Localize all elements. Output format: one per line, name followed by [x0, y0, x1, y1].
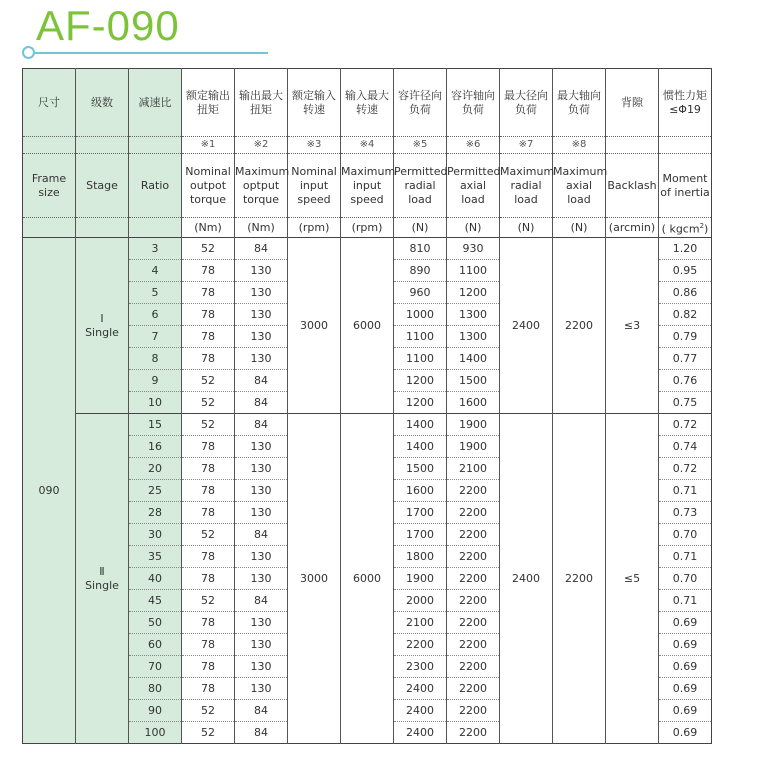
header-en-cell: Backlash [606, 154, 659, 218]
header-note-cell [659, 137, 712, 154]
header-note-cell [76, 137, 129, 154]
max-torque-cell: 84 [235, 700, 288, 722]
max-torque-cell: 130 [235, 458, 288, 480]
ratio-cell: 70 [129, 656, 182, 678]
ratio-cell: 90 [129, 700, 182, 722]
header-en-cell: Maximum radial load [500, 154, 553, 218]
title-underline [30, 52, 268, 54]
radial-load-cell: 2000 [394, 590, 447, 612]
nominal-torque-cell: 52 [182, 370, 235, 392]
max-torque-cell: 84 [235, 590, 288, 612]
max-torque-cell: 130 [235, 612, 288, 634]
axial-load-cell: 2200 [447, 612, 500, 634]
header-cn-cell: 尺寸 [23, 69, 76, 137]
ratio-cell: 25 [129, 480, 182, 502]
header-note-cell: ※8 [553, 137, 606, 154]
inertia-cell: 0.69 [659, 678, 712, 700]
header-en-cell: Permitted radial load [394, 154, 447, 218]
max-torque-cell: 84 [235, 524, 288, 546]
max-torque-cell: 130 [235, 568, 288, 590]
inertia-cell: 0.75 [672, 395, 698, 409]
nominal-torque-cell: 78 [182, 678, 235, 700]
inertia-cell: 0.69 [659, 612, 712, 634]
inertia-cell: 0.69 [659, 700, 712, 722]
radial-load-cell: 810 [394, 238, 447, 260]
max-torque-cell: 130 [235, 502, 288, 524]
inertia-cell: 0.69 [659, 634, 712, 656]
axial-load-cell: 2200 [447, 722, 500, 744]
ratio-cell: 40 [129, 568, 182, 590]
inertia-cell: 0.72 [659, 414, 712, 436]
ratio-cell: 50 [129, 612, 182, 634]
header-note-cell: ※2 [235, 137, 288, 154]
nominal-torque-cell: 52 [182, 722, 235, 744]
header-note-cell: ※5 [394, 137, 447, 154]
table-row [23, 137, 712, 154]
max-torque-cell: 130 [235, 436, 288, 458]
nominal-torque-cell: 78 [182, 656, 235, 678]
header-unit-cell: (N) [447, 218, 500, 238]
ratio-cell: 8 [129, 348, 182, 370]
nominal-torque-cell: 52 [182, 700, 235, 722]
backlash-cell: ≤5 [606, 414, 659, 744]
table-row [23, 238, 712, 260]
header-note-cell: ※1 [182, 137, 235, 154]
radial-load-cell: 890 [394, 260, 447, 282]
header-en-cell: Maximum input speed [341, 154, 394, 218]
nominal-torque-cell: 52 [182, 590, 235, 612]
radial-load-cell: 1700 [394, 524, 447, 546]
max-input-speed-cell: 6000 [341, 238, 394, 414]
header-cn-cell: 最大轴向负荷 [553, 69, 606, 137]
max-torque-cell: 130 [235, 326, 288, 348]
header-cn-cell: 级数 [76, 69, 129, 137]
max-torque-cell: 130 [235, 480, 288, 502]
nominal-torque-cell: 78 [182, 502, 235, 524]
ratio-cell: 6 [129, 304, 182, 326]
axial-load-cell: 1900 [447, 414, 500, 436]
header-unit-cell: (N) [553, 218, 606, 238]
header-note-cell [23, 137, 76, 154]
inertia-cell: 0.95 [659, 260, 712, 282]
header-unit-cell: (rpm) [341, 218, 394, 238]
header-cn-cell: 容许径向负荷 [394, 69, 447, 137]
header-note-cell: ※7 [500, 137, 553, 154]
ratio-cell: 16 [129, 436, 182, 458]
ratio-cell: 20 [129, 458, 182, 480]
ratio-cell: 100 [129, 722, 182, 744]
radial-load-cell: 2400 [394, 722, 447, 744]
nominal-torque-cell: 78 [182, 304, 235, 326]
ratio-cell: 45 [129, 590, 182, 612]
axial-load-cell: 2100 [447, 458, 500, 480]
nominal-torque-cell: 78 [182, 458, 235, 480]
nominal-torque-cell: 78 [182, 546, 235, 568]
header-en-cell: Permitted axial load [447, 154, 500, 218]
inertia-cell: 0.74 [659, 436, 712, 458]
radial-load-cell: 1200 [394, 370, 447, 392]
radial-load-cell: 1400 [394, 414, 447, 436]
header-unit-cell: ( kgcm$^2$) [659, 218, 712, 238]
nominal-torque-cell: 78 [182, 612, 235, 634]
ratio-cell: 35 [129, 546, 182, 568]
axial-load-cell: 2200 [447, 634, 500, 656]
header-unit-cell: (Nm) [235, 218, 288, 238]
ratio-cell: 28 [129, 502, 182, 524]
max-torque-cell: 130 [235, 304, 288, 326]
axial-load-cell: 1300 [447, 326, 500, 348]
nominal-torque-cell: 78 [182, 568, 235, 590]
radial-load-cell: 2300 [394, 656, 447, 678]
axial-load-cell: 2200 [447, 502, 500, 524]
nominal-torque-cell: 52 [182, 524, 235, 546]
max-input-speed-cell: 6000 [341, 414, 394, 744]
header-cn-cell: 背隙 [606, 69, 659, 137]
header-en-cell: Nominal outpot torque [182, 154, 235, 218]
header-cn-cell: 最大径向负荷 [500, 69, 553, 137]
backlash-cell: ≤3 [606, 238, 659, 414]
nominal-torque-cell: 78 [182, 634, 235, 656]
axial-load-cell: 1400 [447, 348, 500, 370]
ratio-cell: 60 [129, 634, 182, 656]
page-title: AF-090 [36, 2, 180, 49]
nominal-torque-cell: 52 [182, 414, 235, 436]
header-unit-cell: (arcmin) [606, 218, 659, 238]
stage-cell: Ⅰ Single [76, 238, 129, 414]
inertia-cell: 0.82 [659, 304, 712, 326]
input-speed-cell: 3000 [288, 238, 341, 414]
axial-load-cell: 1600 [447, 392, 500, 414]
inertia-cell: 0.73 [659, 502, 712, 524]
axial-load-cell: 1900 [447, 436, 500, 458]
header-note-cell: ※6 [447, 137, 500, 154]
radial-load-cell: 2100 [394, 612, 447, 634]
max-torque-cell: 130 [235, 282, 288, 304]
header-en-cell: Nominal input speed [288, 154, 341, 218]
table-row [23, 414, 712, 436]
ratio-cell: 30 [129, 524, 182, 546]
radial-load-cell: 960 [394, 282, 447, 304]
axial-load-cell: 1100 [447, 260, 500, 282]
inertia-cell: 0.71 [659, 590, 712, 612]
ratio-cell: 7 [129, 326, 182, 348]
input-speed-cell: 3000 [288, 414, 341, 744]
axial-load-cell: 2200 [447, 524, 500, 546]
axial-load-cell: 2200 [447, 546, 500, 568]
header-unit-cell: (Nm) [182, 218, 235, 238]
nominal-torque-cell: 52 [182, 238, 235, 260]
inertia-cell: 0.76 [659, 370, 712, 392]
max-torque-cell: 130 [235, 260, 288, 282]
header-note-cell: ※3 [288, 137, 341, 154]
max-torque-cell: 130 [235, 678, 288, 700]
radial-load-cell: 1100 [394, 348, 447, 370]
max-torque-cell: 84 [235, 370, 288, 392]
header-en-cell: Ratio [129, 154, 182, 218]
radial-load-cell: 1100 [394, 326, 447, 348]
header-unit-cell: (rpm) [288, 218, 341, 238]
table-row [23, 69, 712, 137]
nominal-torque-cell: 78 [182, 480, 235, 502]
max-torque-cell: 130 [235, 348, 288, 370]
header-cn-cell: 额定输入转速 [288, 69, 341, 137]
nominal-torque-cell: 52 [182, 392, 235, 414]
ratio-cell: 80 [129, 678, 182, 700]
inertia-cell: 0.72 [659, 458, 712, 480]
max-radial-cell: 2400 [500, 238, 553, 414]
header-note-cell: ※4 [341, 137, 394, 154]
header-en-cell: Frame size [23, 154, 76, 218]
radial-load-cell: 1400 [394, 436, 447, 458]
header-unit-cell [23, 218, 76, 238]
header-en-cell: Maximum optput torque [235, 154, 288, 218]
ratio-cell: 5 [129, 282, 182, 304]
header-cn-cell: 额定输出扭矩 [182, 69, 235, 137]
ratio-cell: 4 [129, 260, 182, 282]
axial-load-cell: 2200 [447, 700, 500, 722]
max-axial-cell: 2200 [553, 238, 606, 414]
header-cn-cell: 输入最大转速 [341, 69, 394, 137]
header-unit-cell: (N) [394, 218, 447, 238]
max-axial-cell: 2200 [553, 414, 606, 744]
header-cn-cell: 减速比 [129, 69, 182, 137]
ratio-cell: 10 [129, 392, 182, 414]
inertia-cell: 1.20 [659, 238, 712, 260]
axial-load-cell: 2200 [447, 656, 500, 678]
header-en-cell: Maximum axial load [553, 154, 606, 218]
header-cn-cell: 输出最大扭矩 [235, 69, 288, 137]
header-cn-cell: 惯性力矩 ≤Φ19 [663, 88, 707, 116]
header-unit-cell [129, 218, 182, 238]
table-row [23, 154, 712, 218]
inertia-cell: 0.70 [659, 568, 712, 590]
max-torque-cell: 84 [235, 722, 288, 744]
radial-load-cell: 1600 [394, 480, 447, 502]
header-unit-cell: (N) [500, 218, 553, 238]
nominal-torque-cell: 78 [182, 348, 235, 370]
axial-load-cell: 2200 [447, 678, 500, 700]
max-torque-cell: 130 [235, 656, 288, 678]
header-unit-cell [76, 218, 129, 238]
axial-load-cell: 2200 [447, 590, 500, 612]
header-note-cell [606, 137, 659, 154]
axial-load-cell: 1300 [447, 304, 500, 326]
header-note-cell [129, 137, 182, 154]
max-radial-cell: 2400 [500, 414, 553, 744]
stage-cell: Ⅱ Single [76, 414, 129, 744]
radial-load-cell: 1900 [394, 568, 447, 590]
ratio-cell: 15 [129, 414, 182, 436]
inertia-cell: 0.69 [672, 725, 698, 739]
inertia-cell: 0.86 [659, 282, 712, 304]
axial-load-cell: 1500 [447, 370, 500, 392]
inertia-cell: 0.71 [659, 546, 712, 568]
radial-load-cell: 2200 [394, 634, 447, 656]
radial-load-cell: 1000 [394, 304, 447, 326]
axial-load-cell: 2200 [447, 568, 500, 590]
radial-load-cell: 1200 [394, 392, 447, 414]
header-cn-cell: 容许轴向负荷 [447, 69, 500, 137]
inertia-cell: 0.77 [659, 348, 712, 370]
radial-load-cell: 1500 [394, 458, 447, 480]
inertia-cell: 0.70 [659, 524, 712, 546]
nominal-torque-cell: 78 [182, 436, 235, 458]
radial-load-cell: 1700 [394, 502, 447, 524]
radial-load-cell: 2400 [394, 700, 447, 722]
spec-table [22, 68, 712, 744]
max-torque-cell: 84 [235, 392, 288, 414]
radial-load-cell: 1800 [394, 546, 447, 568]
nominal-torque-cell: 78 [182, 326, 235, 348]
axial-load-cell: 2200 [447, 480, 500, 502]
inertia-cell: 0.79 [659, 326, 712, 348]
axial-load-cell: 1200 [447, 282, 500, 304]
nominal-torque-cell: 78 [182, 260, 235, 282]
header-en-cell: Stage [76, 154, 129, 218]
ratio-cell: 3 [129, 238, 182, 260]
title-dot-icon [22, 46, 35, 59]
max-torque-cell: 130 [235, 546, 288, 568]
ratio-cell: 9 [129, 370, 182, 392]
inertia-cell: 0.69 [659, 656, 712, 678]
nominal-torque-cell: 78 [182, 282, 235, 304]
max-torque-cell: 84 [235, 414, 288, 436]
max-torque-cell: 84 [235, 238, 288, 260]
axial-load-cell: 930 [447, 238, 500, 260]
inertia-cell: 0.71 [659, 480, 712, 502]
frame-size-cell: 090 [23, 238, 76, 744]
header-en-cell: Moment of inertia [659, 154, 712, 218]
max-torque-cell: 130 [235, 634, 288, 656]
table-row [23, 218, 712, 238]
radial-load-cell: 2400 [394, 678, 447, 700]
